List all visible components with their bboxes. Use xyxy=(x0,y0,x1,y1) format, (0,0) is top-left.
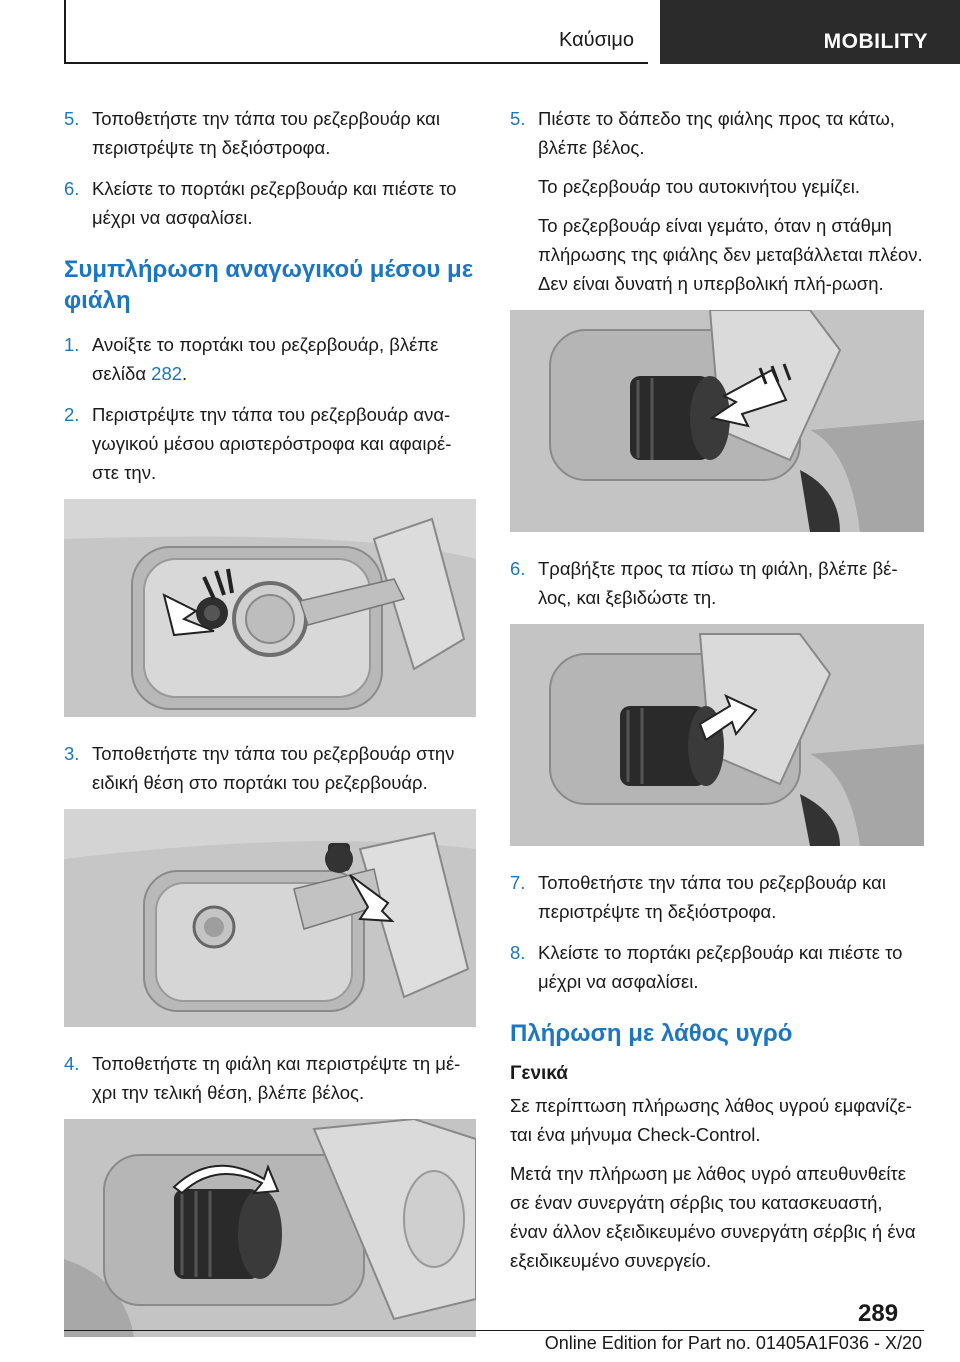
step-text: Τοποθετήστε την τάπα του ρεζερβουάρ στην ειδική θέση στο πορτάκι του ρεζερβουάρ. xyxy=(92,743,455,793)
step-text: Τραβήξτε προς τα πίσω τη φιάλη, βλέπε βέ‐λος, και ξεβιδώστε τη. xyxy=(538,558,898,608)
step-3 xyxy=(64,739,476,797)
section-heading-wrong-fluid: Πλήρωση με λάθος υγρό xyxy=(510,1020,793,1047)
illustration-press-bottle xyxy=(510,310,924,532)
subheading-general: Γενικά xyxy=(510,1063,568,1084)
step-number: 7. xyxy=(510,872,526,893)
step-text: Τοποθετήστε την τάπα του ρεζερβουάρ και περιστρέψτε τη δεξιόστροφα. xyxy=(92,108,440,158)
chapter-title: MOBILITY xyxy=(823,30,928,53)
step-4 xyxy=(64,1049,476,1107)
step-2 xyxy=(64,400,476,487)
section-title: Καύσιμο xyxy=(558,29,634,51)
step-number: 5. xyxy=(510,108,526,129)
illustration-screw-bottle xyxy=(64,1119,476,1337)
step-6-left xyxy=(64,174,476,232)
step-text xyxy=(538,104,924,298)
right-column xyxy=(510,104,924,1285)
step-number: 2. xyxy=(64,404,80,425)
step-text: Κλείστε το πορτάκι ρεζερβουάρ και πιέστε το μέχρι να ασφαλίσει. xyxy=(92,178,457,228)
illustration-pull-bottle xyxy=(510,624,924,846)
step-number: 3. xyxy=(64,743,80,764)
step-5-right xyxy=(510,104,924,298)
step-paragraph: Πιέστε το δάπεδο της φιάλης προς τα κάτω, βλέπε βέλος. xyxy=(538,108,895,158)
step-paragraph: Το ρεζερβουάρ του αυτοκινήτου γεμίζει. xyxy=(538,176,860,197)
step-number: 6. xyxy=(510,558,526,579)
step-text: Ανοίξτε το πορτάκι του ρεζερβουάρ, βλέπε σελίδα 282. xyxy=(92,334,439,384)
left-column xyxy=(64,104,476,1359)
paragraph: Μετά την πλήρωση με λάθος υγρό απευθυνθείτε σε έναν συνεργάτη σέρβις του κατασκευαστή, έναν άλλον εξειδικευμένο συνεργάτη σέρβις ή ένα εξειδικευμένο συνεργείο. xyxy=(510,1163,916,1271)
step-6-right xyxy=(510,554,924,612)
step-5-left xyxy=(64,104,476,162)
header-section-box xyxy=(64,0,648,64)
step-text: Κλείστε το πορτάκι ρεζερβουάρ και πιέστε το μέχρι να ασφαλίσει. xyxy=(538,942,903,992)
step-number: 4. xyxy=(64,1053,80,1074)
step-paragraph: Το ρεζερβουάρ είναι γεμάτο, όταν η στάθμη πλήρωσης της φιάλης δεν μεταβάλλεται πλέον. Δεν είναι δυνατή η υπερβολική πλή‐ρωση. xyxy=(538,215,923,294)
illustration-cap-holder xyxy=(64,809,476,1027)
step-text: Τοποθετήστε τη φιάλη και περιστρέψτε τη μέ‐χρι την τελική θέση, βλέπε βέλος. xyxy=(92,1053,461,1103)
illustration-remove-cap xyxy=(64,499,476,717)
page-reference-link[interactable]: 282 xyxy=(151,363,183,384)
step-text: Περιστρέψτε την τάπα του ρεζερβουάρ ανα‐γωγικού μέσου αριστερόστροφα και αφαιρέ‐στε την. xyxy=(92,404,452,483)
section-heading-def-bottle: Συμπλήρωση αναγωγικού μέσου με φιάλη xyxy=(64,256,474,314)
step-number: 1. xyxy=(64,334,80,355)
step-7 xyxy=(510,868,924,926)
step-text: Τοποθετήστε την τάπα του ρεζερβουάρ και περιστρέψτε τη δεξιόστροφα. xyxy=(538,872,886,922)
step-number: 6. xyxy=(64,178,80,199)
edition-footer: Online Edition for Part no. 01405A1F036 - X/20 xyxy=(544,1333,922,1353)
step-1 xyxy=(64,330,476,388)
page-number: 289 xyxy=(858,1300,899,1327)
step-number: 5. xyxy=(64,108,80,129)
step-number: 8. xyxy=(510,942,526,963)
step-8 xyxy=(510,938,924,996)
paragraph: Σε περίπτωση πλήρωσης λάθος υγρού εμφανίζε‐ται ένα μήνυμα Check-Control. xyxy=(510,1095,912,1145)
chapter-tab xyxy=(660,0,960,64)
footer-divider xyxy=(64,1330,924,1331)
